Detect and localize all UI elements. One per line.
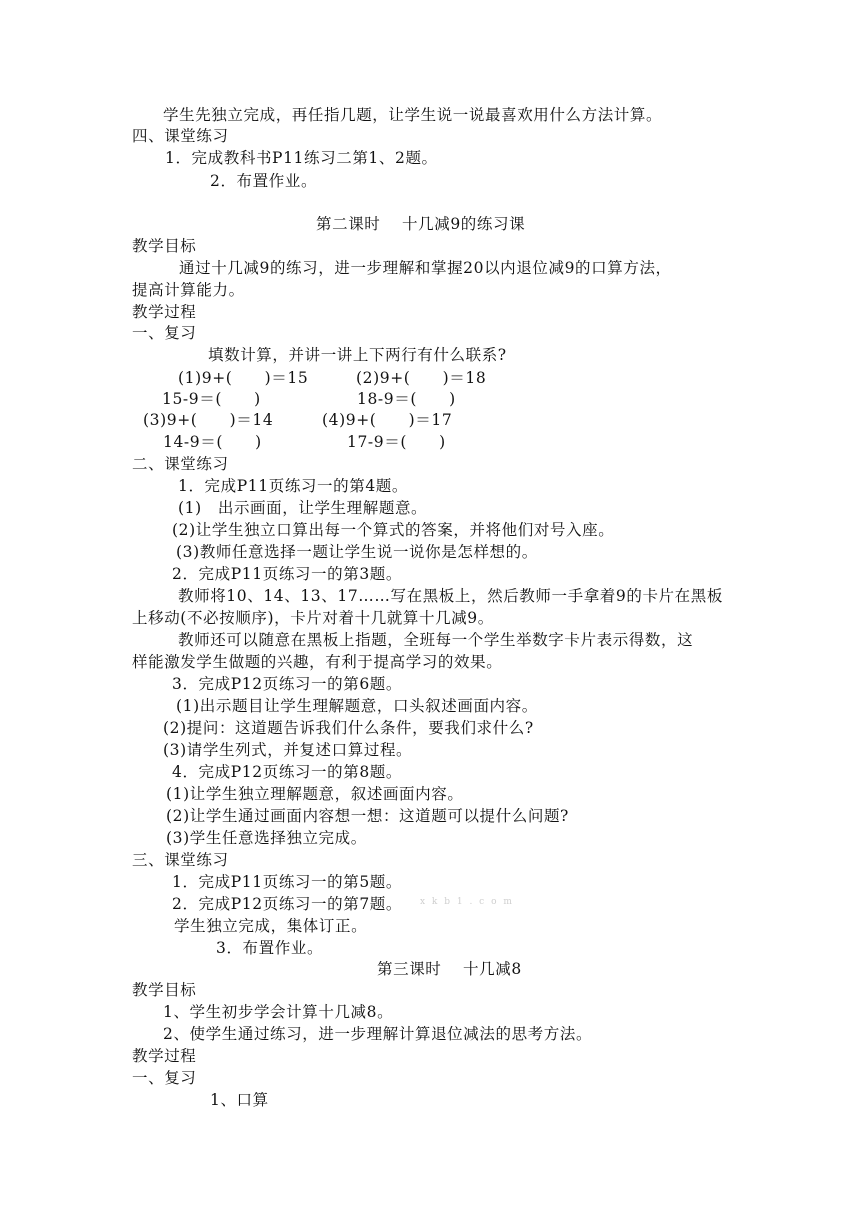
section-heading: 一、复习 <box>132 324 197 342</box>
section-heading: 教学过程 <box>132 303 197 321</box>
paragraph-line: 教师将10、14、13、17……写在黑板上，然后教师一手拿着9的卡片在黑板 <box>178 587 723 605</box>
paragraph-line: 学生先独立完成，再任指几题，让学生说一说最喜欢用什么方法计算。 <box>163 106 663 124</box>
list-item: (3)请学生列式，并复述口算过程。 <box>163 741 413 759</box>
equation: (4)9+( )＝17 <box>322 411 453 429</box>
equation: 17-9＝( ) <box>347 433 446 451</box>
list-item: (3)教师任意选择一题让学生说一说你是怎样想的。 <box>176 543 538 561</box>
lesson-title: 第二课时 十几减9的练习课 <box>316 215 526 233</box>
list-item: 1．完成教科书P11练习二第1、2题。 <box>165 149 438 167</box>
list-item: 3．完成P12页练习一的第6题。 <box>172 675 402 693</box>
equation: 15-9＝( ) <box>162 390 261 408</box>
list-item: 2．完成P12页练习一的第7题。 <box>172 895 402 913</box>
list-item: 2．完成P11页练习一的第3题。 <box>172 565 402 583</box>
list-item: (2)提问：这道题告诉我们什么条件，要我们求什么? <box>163 719 534 737</box>
list-item: (1)让学生独立理解题意，叙述画面内容。 <box>166 785 464 803</box>
paragraph-line: 学生独立完成，集体订正。 <box>174 917 368 935</box>
paragraph-line: 填数计算，并讲一讲上下两行有什么联系? <box>208 346 507 364</box>
watermark: x k b 1 . c o m <box>420 897 514 907</box>
list-item: 1．完成P11页练习一的第5题。 <box>172 873 402 891</box>
list-item: 1．完成P11页练习一的第4题。 <box>178 477 408 495</box>
section-heading: 三、课堂练习 <box>132 851 229 869</box>
list-item: (3)学生任意选择独立完成。 <box>166 829 367 847</box>
section-heading: 教学过程 <box>132 1047 197 1065</box>
lesson-title: 第三课时 十几减8 <box>377 960 522 978</box>
equation: (3)9+( )＝14 <box>143 411 274 429</box>
paragraph-line: 上移动(不必按顺序)，卡片对着十几就算十几减9。 <box>132 609 494 627</box>
paragraph-line: 样能激发学生做题的兴趣，有利于提高学习的效果。 <box>132 653 503 671</box>
section-heading: 教学目标 <box>132 981 197 999</box>
paragraph-line: 提高计算能力。 <box>132 281 245 299</box>
paragraph-line: 通过十几减9的练习，进一步理解和掌握20以内退位减9的口算方法， <box>179 259 672 277</box>
list-item: (2)让学生独立口算出每一个算式的答案，并将他们对号入座。 <box>172 521 615 539</box>
section-heading: 二、课堂练习 <box>132 455 229 473</box>
list-item: 1、学生初步学会计算十几减8。 <box>163 1003 394 1021</box>
equation: 18-9＝( ) <box>357 390 456 408</box>
equation: (1)9+( )＝15 <box>178 369 309 387</box>
list-item: (2)让学生通过画面内容想一想：这道题可以提什么问题? <box>166 807 569 825</box>
equation: (2)9+( )＝18 <box>356 369 487 387</box>
list-item: 4．完成P12页练习一的第8题。 <box>172 763 402 781</box>
list-item: (1) 出示画面，让学生理解题意。 <box>178 499 428 517</box>
paragraph-line: 教师还可以随意在黑板上指题，全班每一个学生举数字卡片表示得数，这 <box>178 631 694 649</box>
list-item: 3．布置作业。 <box>216 939 324 957</box>
list-item: 1、口算 <box>210 1091 269 1109</box>
section-heading: 四、课堂练习 <box>132 127 229 145</box>
section-heading: 教学目标 <box>132 237 197 255</box>
section-heading: 一、复习 <box>132 1069 197 1087</box>
equation: 14-9＝( ) <box>163 433 262 451</box>
list-item: 2、使学生通过练习，进一步理解计算退位减法的思考方法。 <box>163 1025 593 1043</box>
list-item: 2．布置作业。 <box>210 172 318 190</box>
list-item: (1)出示题目让学生理解题意，口头叙述画面内容。 <box>176 697 538 715</box>
